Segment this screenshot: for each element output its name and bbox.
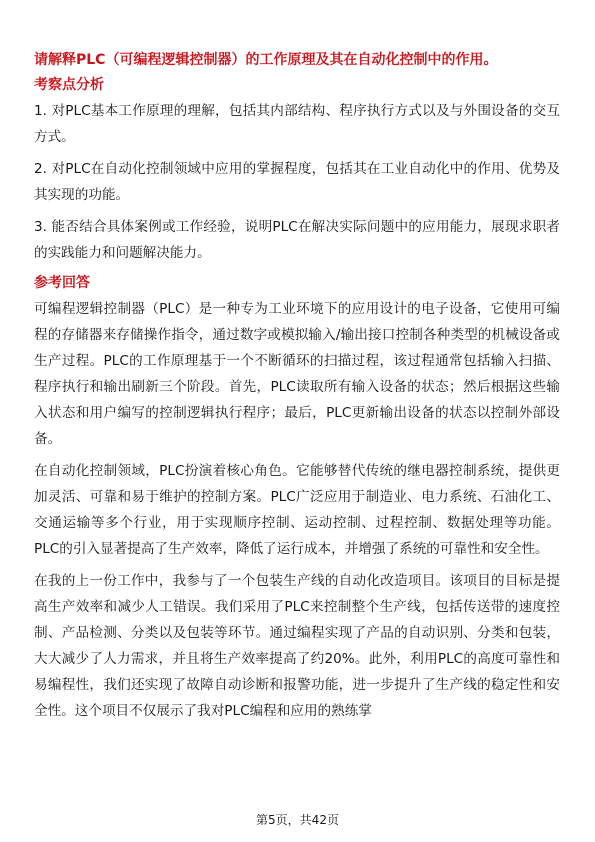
answer-paragraph-1: 可编程逻辑控制器（PLC）是一种专为工业环境下的应用设计的电子设备，它使用可编程的存储器来存储操作指令，通过数字或模拟输入/输出接口控制各种类型的机械设备或生产过程。PLC的工作原理基于一个不断循环的扫描过程，该过程通常包括输入扫描、程序执行和输出刷新三个阶段。首先，PLC读取所有输入设备的状态；然后根据这些输入状态和用户编写的控制逻辑执行程序；最后，PLC更新输出设备的状态以控制外部设备。 bbox=[34, 301, 560, 447]
analysis-point-1: 1. 对PLC基本工作原理的理解，包括其内部结构、程序执行方式以及与外围设备的交互方式。 bbox=[34, 103, 560, 145]
answer-heading: 参考回答 bbox=[34, 275, 90, 291]
answer-paragraph-3: 在我的上一份工作中，我参与了一个包装生产线的自动化改造项目。该项目的目标是提高生产效率和减少人工错误。我们采用了PLC来控制整个生产线，包括传送带的速度控制、产品检测、分类以及包装等环节。通过编程实现了产品的自动识别、分类和包装，大大减少了人力需求，并且将生产效率提高了约20%。此外，利用PLC的高度可靠性和易编程性，我们还实现了故障自动诊断和报警功能，进一步提升了生产线的稳定性和安全性。这个项目不仅展示了我对PLC编程和应用的熟练掌 bbox=[34, 573, 560, 719]
page-number: 第5页，共42页 bbox=[256, 813, 339, 827]
page-content bbox=[34, 48, 560, 730]
answer-paragraph-2: 在自动化控制领域，PLC扮演着核心角色。它能够替代传统的继电器控制系统，提供更加灵活、可靠和易于维护的控制方案。PLC广泛应用于制造业、电力系统、石油化工、交通运输等多个行业，用于实现顺序控制、运动控制、过程控制、数据处理等功能。PLC的引入显著提高了生产效率，降低了运行成本，并增强了系统的可靠性和安全性。 bbox=[34, 463, 560, 557]
analysis-point-2: 2. 对PLC在自动化控制领域中应用的掌握程度，包括其在工业自动化中的作用、优势及其实现的功能。 bbox=[34, 161, 560, 203]
analysis-heading: 考察点分析 bbox=[34, 77, 104, 93]
question-title: 请解释PLC（可编程逻辑控制器）的工作原理及其在自动化控制中的作用。 bbox=[34, 52, 498, 68]
analysis-point-3: 3. 能否结合具体案例或工作经验，说明PLC在解决实际问题中的应用能力，展现求职者的实践能力和问题解决能力。 bbox=[34, 219, 560, 261]
